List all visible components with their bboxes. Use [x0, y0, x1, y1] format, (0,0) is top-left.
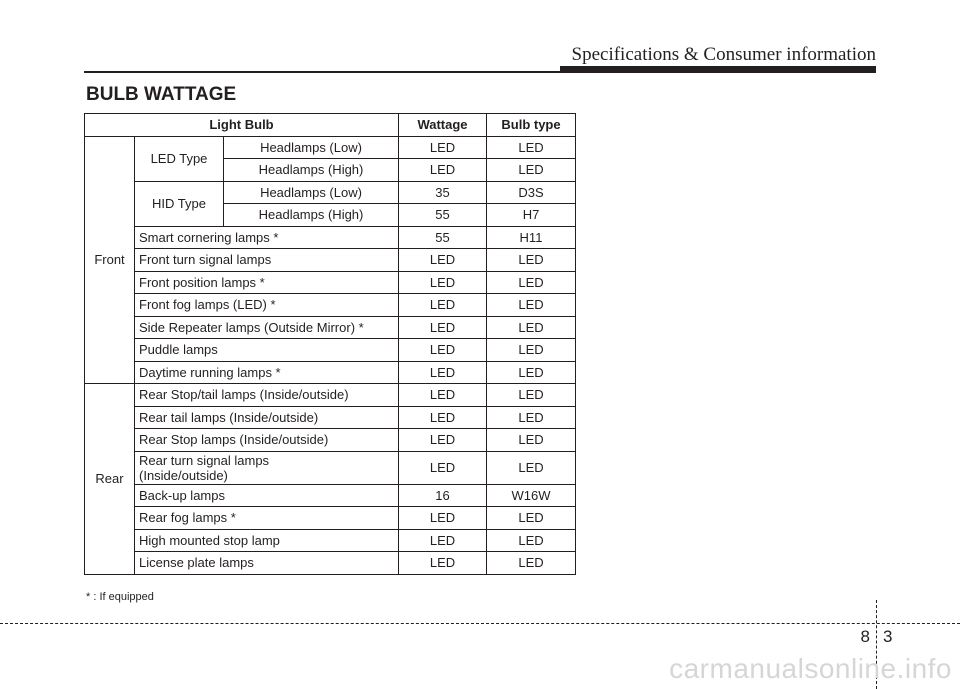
table-row — [85, 339, 576, 362]
bulb-type: LED — [487, 384, 576, 407]
bulb-name: Puddle lamps — [135, 339, 399, 362]
table-row — [85, 271, 576, 294]
table-row — [85, 451, 576, 484]
header-light-bulb: Light Bulb — [85, 114, 399, 137]
bulb-type: H7 — [487, 204, 576, 227]
bulb-name-line-1: Rear turn signal lamps — [139, 452, 270, 468]
bulb-wattage: LED — [399, 507, 487, 530]
bulb-type: LED — [487, 159, 576, 182]
bulb-type: LED — [487, 136, 576, 159]
bulb-type: LED — [487, 294, 576, 317]
table-row — [85, 406, 576, 429]
table-row — [85, 552, 576, 575]
bulb-name: License plate lamps — [135, 552, 399, 575]
bulb-name: Rear fog lamps * — [135, 507, 399, 530]
header-wattage: Wattage — [399, 114, 487, 137]
table-header-row — [85, 114, 576, 137]
bulb-name: Daytime running lamps * — [135, 361, 399, 384]
bulb-type: LED — [487, 361, 576, 384]
bulb-name: Back-up lamps — [135, 484, 399, 507]
bulb-name: Front position lamps * — [135, 271, 399, 294]
bulb-type: LED — [487, 451, 576, 484]
table-row — [85, 384, 576, 407]
bulb-type: H11 — [487, 226, 576, 249]
header-bulb-type: Bulb type — [487, 114, 576, 137]
bulb-wattage: LED — [399, 552, 487, 575]
table-row — [85, 529, 576, 552]
bulb-wattage: 55 — [399, 226, 487, 249]
bulb-name: Rear Stop lamps (Inside/outside) — [135, 429, 399, 452]
footer-rule — [0, 623, 960, 624]
bulb-wattage: LED — [399, 136, 487, 159]
group-rear-label: Rear — [85, 384, 135, 575]
bulb-name-line-2: (Inside/outside) — [139, 467, 228, 483]
bulb-type: LED — [487, 249, 576, 272]
bulb-wattage: LED — [399, 316, 487, 339]
bulb-name: Front turn signal lamps — [135, 249, 399, 272]
bulb-type: LED — [487, 316, 576, 339]
table-row — [85, 294, 576, 317]
bulb-wattage: LED — [399, 529, 487, 552]
bulb-name: Front fog lamps (LED) * — [135, 294, 399, 317]
bulb-type: LED — [487, 507, 576, 530]
bulb-type: LED — [487, 339, 576, 362]
bulb-name: Headlamps (High) — [224, 159, 399, 182]
bulb-name — [135, 451, 399, 484]
bulb-wattage: LED — [399, 429, 487, 452]
table-row — [85, 316, 576, 339]
bulb-type: D3S — [487, 181, 576, 204]
table-row — [85, 507, 576, 530]
bulb-name: Headlamps (Low) — [224, 181, 399, 204]
page-number: 3 — [883, 627, 893, 646]
bulb-wattage: 16 — [399, 484, 487, 507]
bulb-name: Headlamps (High) — [224, 204, 399, 227]
table-row — [85, 226, 576, 249]
bulb-wattage: LED — [399, 159, 487, 182]
bulb-wattage: LED — [399, 361, 487, 384]
bulb-wattage-table — [84, 113, 576, 575]
bulb-name: Rear tail lamps (Inside/outside) — [135, 406, 399, 429]
group-front-label: Front — [85, 136, 135, 384]
bulb-wattage: LED — [399, 249, 487, 272]
bulb-wattage: LED — [399, 384, 487, 407]
bulb-wattage: LED — [399, 406, 487, 429]
footnote: * : If equipped — [86, 591, 154, 603]
bulb-type: LED — [487, 552, 576, 575]
section-title: BULB WATTAGE — [86, 84, 237, 105]
table-row — [85, 484, 576, 507]
bulb-type: W16W — [487, 484, 576, 507]
header-rule — [84, 71, 560, 73]
bulb-wattage: LED — [399, 339, 487, 362]
bulb-name: Rear Stop/tail lamps (Inside/outside) — [135, 384, 399, 407]
bulb-type: LED — [487, 406, 576, 429]
bulb-wattage: LED — [399, 294, 487, 317]
bulb-name: Headlamps (Low) — [224, 136, 399, 159]
bulb-type: LED — [487, 529, 576, 552]
table-row — [85, 136, 576, 159]
watermark: carmanualsonline.info — [669, 653, 952, 684]
subgroup-led-type-label: LED Type — [135, 136, 224, 181]
table-row — [85, 249, 576, 272]
bulb-wattage: LED — [399, 451, 487, 484]
bulb-wattage: LED — [399, 271, 487, 294]
bulb-type: LED — [487, 271, 576, 294]
page-header-title: Specifications & Consumer information — [571, 44, 876, 65]
bulb-type: LED — [487, 429, 576, 452]
chapter-number: 8 — [860, 627, 870, 646]
table-row — [85, 181, 576, 204]
bulb-wattage: 55 — [399, 204, 487, 227]
subgroup-hid-type-label: HID Type — [135, 181, 224, 226]
header-bar — [560, 66, 876, 73]
bulb-name: High mounted stop lamp — [135, 529, 399, 552]
bulb-wattage: 35 — [399, 181, 487, 204]
table-row — [85, 429, 576, 452]
bulb-name: Side Repeater lamps (Outside Mirror) * — [135, 316, 399, 339]
table-row — [85, 361, 576, 384]
bulb-name: Smart cornering lamps * — [135, 226, 399, 249]
